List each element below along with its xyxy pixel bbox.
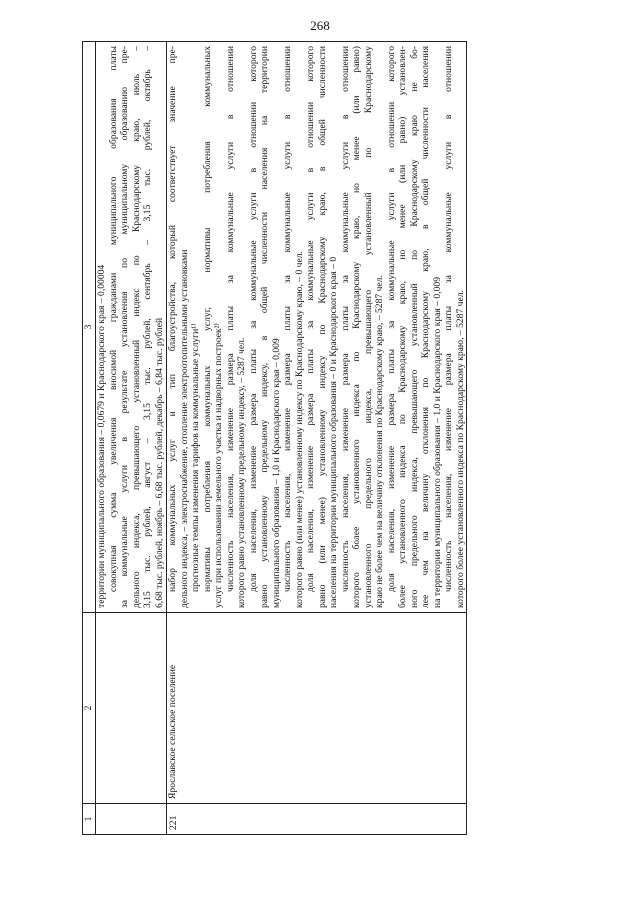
text-line: 6,68 тыс. рублей, ноябрь – 6,68 тыс. рублей, декабрь – 6,84 тыс. рублей: [153, 317, 165, 608]
text-line: дельного индекса, превышающего установленный индекс по Краснодарскому краю, июль –: [130, 46, 142, 608]
text-line: совокупная сумма увеличения вносимой гражданами муниципального образования платы: [107, 46, 119, 592]
table-row-221: [167, 42, 467, 835]
text-line: численность населения, изменение размера платы за коммунальные услуги в отношении: [224, 46, 236, 592]
text-line: лее чем на величину отклонения по Краснодарскому краю, в общей численности населения: [420, 46, 431, 608]
text-line: установленного предельного индекса, превышающего установленный по Краснодарскому: [362, 46, 374, 608]
text-line: за коммунальные услуги в результате установления по муниципальному образованию пре-: [119, 46, 130, 608]
text-line: 3,15 тыс. рублей, август – 3,15 тыс. рублей, сентябрь – 3,15 тыс. рублей, октябрь –: [142, 46, 153, 608]
text-line: на территории муниципального образования – 1,0 и Краснодарского края – 0,009: [431, 276, 443, 608]
text-line: муниципального образования – 1,0 и Краснодарского края – 0,009: [270, 338, 282, 608]
page-number: 268: [310, 18, 330, 33]
continuation-num-cell: [96, 804, 167, 835]
text-line: доля населения, изменение размера платы за коммунальные услуги в отношении которого: [247, 46, 259, 592]
text-line: численность населения, изменение размера платы за коммунальные услуги в отношении: [339, 46, 351, 592]
text-line: нормативы потребления коммунальных услуг, нормативы потребления коммунальных: [201, 46, 213, 592]
text-line: доля населения, изменение размера платы за коммунальные услуги в отношении которого: [305, 46, 316, 592]
text-line: территории муниципального образования – 0,0679 и Краснодарского края – 0,00004: [96, 264, 107, 608]
text-line: которого более установленного индекса по Краснодарскому краю, – 5287 чел.: [454, 290, 466, 608]
text-line: более установленного индекса по Краснодарскому краю, но менее (или равно) установлен-: [397, 46, 408, 608]
text-line: которого равно (или менее) установленному индексу по Краснодарскому краю, – 0 чел.: [293, 251, 305, 608]
rotated-table-sheet: [82, 45, 512, 835]
text-line: доля населения, изменение размера платы за коммунальные услуги в отношении которого: [385, 46, 397, 592]
text-line: численность населения, изменение размера платы за коммунальные услуги в отношении: [443, 46, 454, 592]
header-col-2: 2: [83, 613, 96, 804]
text-line: населения на территории муниципального образования – 0 и Краснодарского края – 0: [328, 256, 339, 608]
data-table: [82, 41, 467, 835]
text-line: дельного индекса, – электроснабжение, отопление электроотопительными установками: [178, 249, 190, 608]
header-col-3: 3: [83, 42, 96, 613]
header-col-1: 1: [83, 804, 96, 835]
text-line: ного предельного индекса, превышающего установленный по Краснодарскому краю не бо-: [408, 46, 420, 608]
row-number: 221: [167, 804, 467, 835]
continuation-text-cell: [96, 42, 167, 613]
continuation-row: [96, 42, 167, 835]
text-line: набор коммунальных услуг и тип благоустройства, который соответствует значение пре-: [167, 46, 178, 592]
text-line: которого более установленного индекса по Краснодарскому краю, но менее (или равно): [351, 46, 362, 608]
text-line: численность населения, изменение размера платы за коммунальные услуги в отношении: [282, 46, 293, 592]
text-line: равно (или менее) установленному индексу по Краснодарскому краю, в общей численности: [316, 46, 328, 608]
row-text-cell: [167, 42, 467, 613]
table-header-row: [83, 42, 96, 835]
text-line: краю не более чем на величину отклонения по Краснодарскому краю, – 5287 чел.: [374, 275, 385, 608]
text-line: услуг при использовании земельного участка и надворных построек²⁾: [213, 323, 224, 608]
continuation-name-cell: [96, 613, 167, 804]
text-line: которого равно установленному предельному индексу, – 5287 чел.: [236, 337, 247, 608]
text-line: прогнозные темпы изменения тарифов на коммунальные услуги¹⁾: [190, 323, 201, 592]
text-line: равно установленному предельному индексу, в общей численности населения на территории: [259, 46, 270, 608]
settlement-name: Ярославское сельское поселение: [167, 613, 467, 804]
